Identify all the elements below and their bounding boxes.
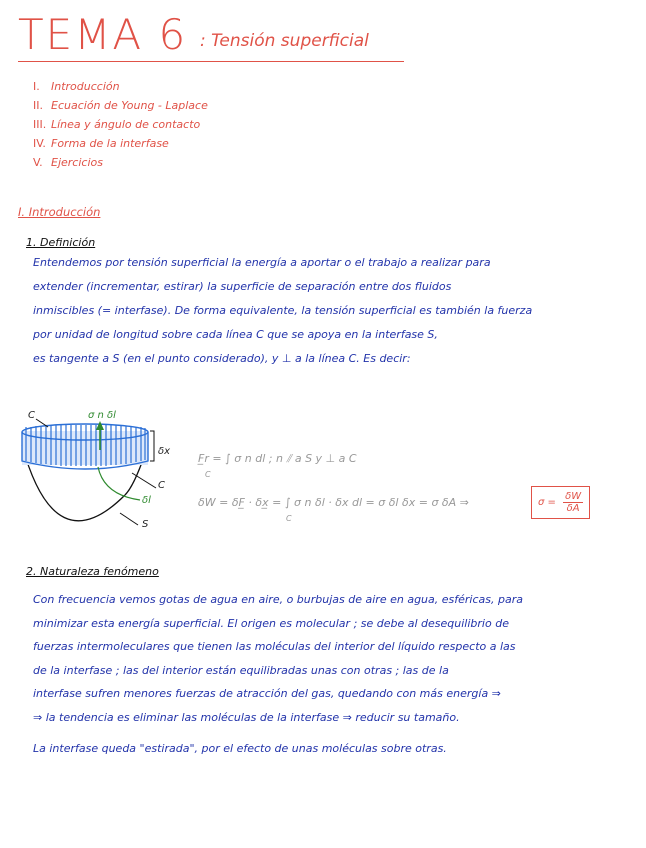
toc-label: Introducción <box>51 80 120 93</box>
s-leader <box>120 513 138 525</box>
formula-force-subscript: C <box>205 470 211 479</box>
label-sigma-n: σ n δl <box>88 410 116 421</box>
toc-num: II. <box>33 99 43 112</box>
toc-item <box>33 156 208 175</box>
paragraph-line: de la interfase ; las del interior están equilibradas unas con otras ; las de la <box>33 663 449 677</box>
page-title: TEMA 6 <box>18 10 188 59</box>
page-subtitle: : Tensión superficial <box>200 31 369 51</box>
boxed-lhs: σ = <box>538 497 556 508</box>
paragraph-line: ⇒ la tendencia es eliminar las moléculas de la interfase ⇒ reducir su tamaño. <box>33 710 460 724</box>
boxed-fraction <box>563 491 583 514</box>
section-heading: I. Introducción <box>18 205 101 219</box>
paragraph-line: Con frecuencia vemos gotas de agua en aire, o burbujas de aire en agua, esféricas, para <box>33 593 523 606</box>
definition-paragraph <box>33 256 603 376</box>
c-leader <box>132 473 156 488</box>
formula-work-subscript: C <box>286 514 292 523</box>
paragraph-line: La interfase queda "estirada", por el efecto de unas moléculas sobre otras. <box>33 742 447 755</box>
toc-label: Forma de la interfase <box>51 137 169 150</box>
subsection-heading-definition: 1. Definición <box>26 236 96 249</box>
formula-force: F̲r = ∫ σ n dl ; n ⫽ a S y ⊥ a C <box>198 452 357 465</box>
toc-item <box>33 80 208 99</box>
toc-num: IV. <box>33 137 46 150</box>
label-c: C <box>158 480 165 491</box>
paragraph-line: minimizar esta energía superficial. El origen es molecular ; se debe al desequilibrio de <box>33 616 509 630</box>
hatched-band <box>22 424 148 469</box>
label-s: S <box>142 519 149 530</box>
paragraph-line: interfase sufren menores fuerzas de atracción del gas, quedando con más energía ⇒ <box>33 687 501 700</box>
paragraph-line: es tangente a S (en el punto considerado), y ⊥ a la línea C. Es decir: <box>33 352 411 365</box>
subsection-heading-nature: 2. Naturaleza fenómeno <box>26 565 159 578</box>
paragraph-line: fuerzas intermoleculares que tienen las moléculas del interior del líquido respecto a las <box>33 640 516 653</box>
label-delta-x: δx <box>158 446 171 457</box>
label-delta-l: δl <box>142 495 151 506</box>
nature-paragraph <box>33 593 603 766</box>
force-arrow-head <box>96 421 104 430</box>
fraction-numerator: δW <box>565 491 582 502</box>
toc-label: Línea y ángulo de contacto <box>51 118 201 131</box>
table-of-contents <box>33 80 208 175</box>
toc-num: I. <box>33 80 40 93</box>
paragraph-line: Entendemos por tensión superficial la energía a aportar o el trabajo a realizar para <box>33 256 491 269</box>
title-underline <box>18 61 404 62</box>
delta-x-bracket <box>150 431 154 461</box>
formula-work: δW = δF̲ · δx̲ = ∫ σ n δl · δx dl = σ δl δx = σ δA ⇒ <box>198 496 469 509</box>
toc-num: III. <box>33 118 47 131</box>
delta-l-leader <box>98 467 140 500</box>
toc-item <box>33 118 208 137</box>
paragraph-line: inmiscibles (= interfase). De forma equivalente, la tensión superficial es también la fuerza <box>33 304 533 317</box>
toc-label: Ecuación de Young - Laplace <box>51 99 208 112</box>
label-c-top: C <box>28 410 35 421</box>
boxed-result <box>531 486 590 519</box>
toc-num: V. <box>33 156 43 169</box>
paragraph-line: extender (incrementar, estirar) la superficie de separación entre dos fluidos <box>33 280 452 293</box>
interface-figure <box>20 405 190 535</box>
toc-item <box>33 99 208 118</box>
fraction-denominator: δA <box>566 503 580 514</box>
toc-item <box>33 137 208 156</box>
paragraph-line: por unidad de longitud sobre cada línea C que se apoya en la interfase S, <box>33 328 438 341</box>
toc-label: Ejercicios <box>51 156 103 169</box>
